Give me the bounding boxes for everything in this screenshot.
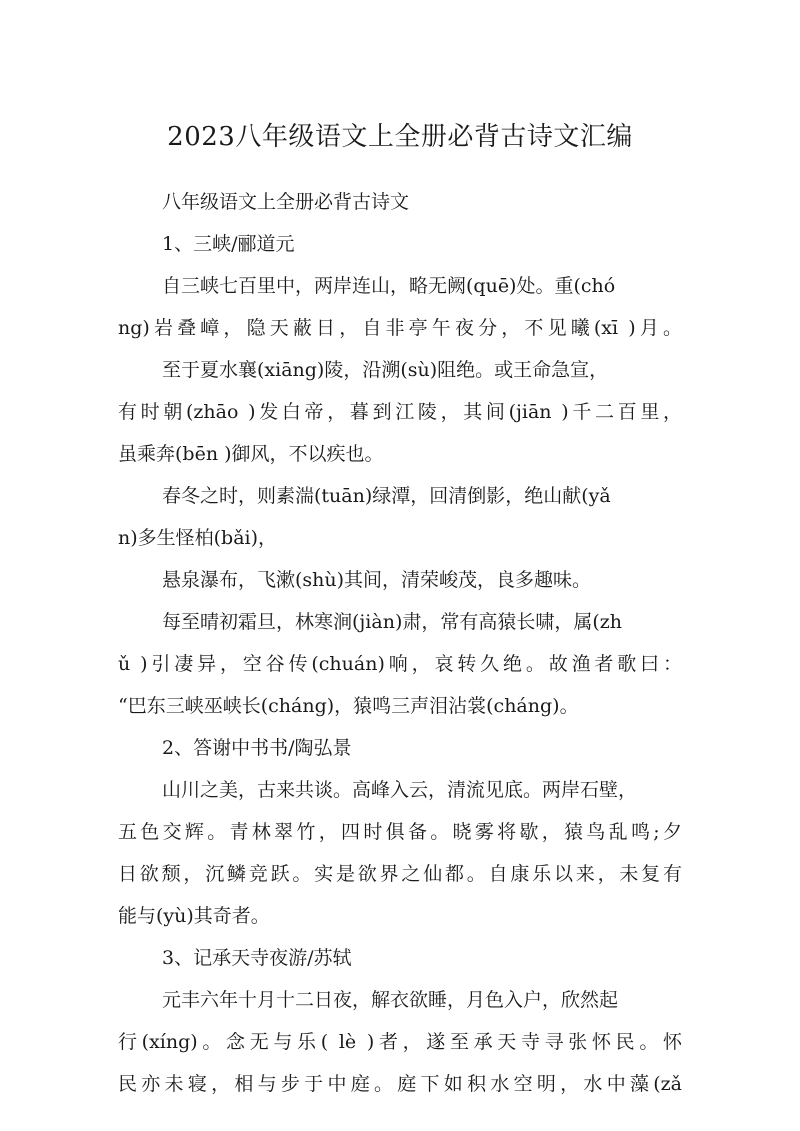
section-heading: 2、答谢中书书/陶弘景 <box>162 737 352 759</box>
text-line: 五色交辉。青林翠竹，四时俱备。晓雾将歇，猿鸟乱鸣;夕 <box>118 821 682 843</box>
text-line: 悬泉瀑布，飞漱(shù)其间，清荣峻茂，良多趣味。 <box>162 569 592 591</box>
text-line: ng)岩叠嶂，隐天蔽日，自非亭午夜分，不见曦(xī )月。 <box>118 317 682 339</box>
text-line: 行(xíng)。念无与乐( lè )者，遂至承天寺寻张怀民。怀 <box>118 1031 682 1053</box>
text-line: 春冬之时，则素湍(tuān)绿潭，回清倒影，绝山献(yǎ <box>162 485 611 507</box>
text-line: 至于夏水襄(xiāng)陵，沿溯(sù)阻绝。或王命急宣， <box>162 359 609 381</box>
text-line: 元丰六年十月十二日夜，解衣欲睡，月色入户，欣然起 <box>162 989 619 1011</box>
text-line: 民亦未寝，相与步于中庭。庭下如积水空明，水中藻(zǎ <box>118 1073 682 1095</box>
text-line: “巴东三峡巫峡长(cháng)，猿鸣三声泪沾裳(cháng)。 <box>118 695 579 717</box>
text-line: 虽乘奔(bēn )御风，不以疾也。 <box>118 443 384 465</box>
text-line: 有时朝(zhāo )发白帝，暮到江陵，其间(jiān )千二百里， <box>118 401 682 423</box>
text-line: 每至晴初霜旦，林寒涧(jiàn)肃，常有高猿长啸，属(zh <box>162 611 623 633</box>
document-title: 2023八年级语文上全册必背古诗文汇编 <box>167 122 633 153</box>
text-line: n)多生怪柏(bǎi)， <box>118 527 278 549</box>
text-line: 日欲颓，沉鳞竞跃。实是欲界之仙都。自康乐以来，未复有 <box>118 863 682 885</box>
text-line: 自三峡七百里中，两岸连山，略无阙(quē)处。重(chó <box>162 275 616 297</box>
text-line: 山川之美，古来共谈。高峰入云，清流见底。两岸石壁， <box>162 779 638 801</box>
section-heading: 3、记承天寺夜游/苏轼 <box>162 947 352 969</box>
text-line: ǔ )引凄异，空谷传(chuán)响，哀转久绝。故渔者歌曰： <box>118 653 682 675</box>
section-heading: 1、三峡/郦道元 <box>162 233 295 255</box>
section-heading: 八年级语文上全册必背古诗文 <box>162 191 410 213</box>
text-line: 能与(yù)其奇者。 <box>118 905 270 927</box>
